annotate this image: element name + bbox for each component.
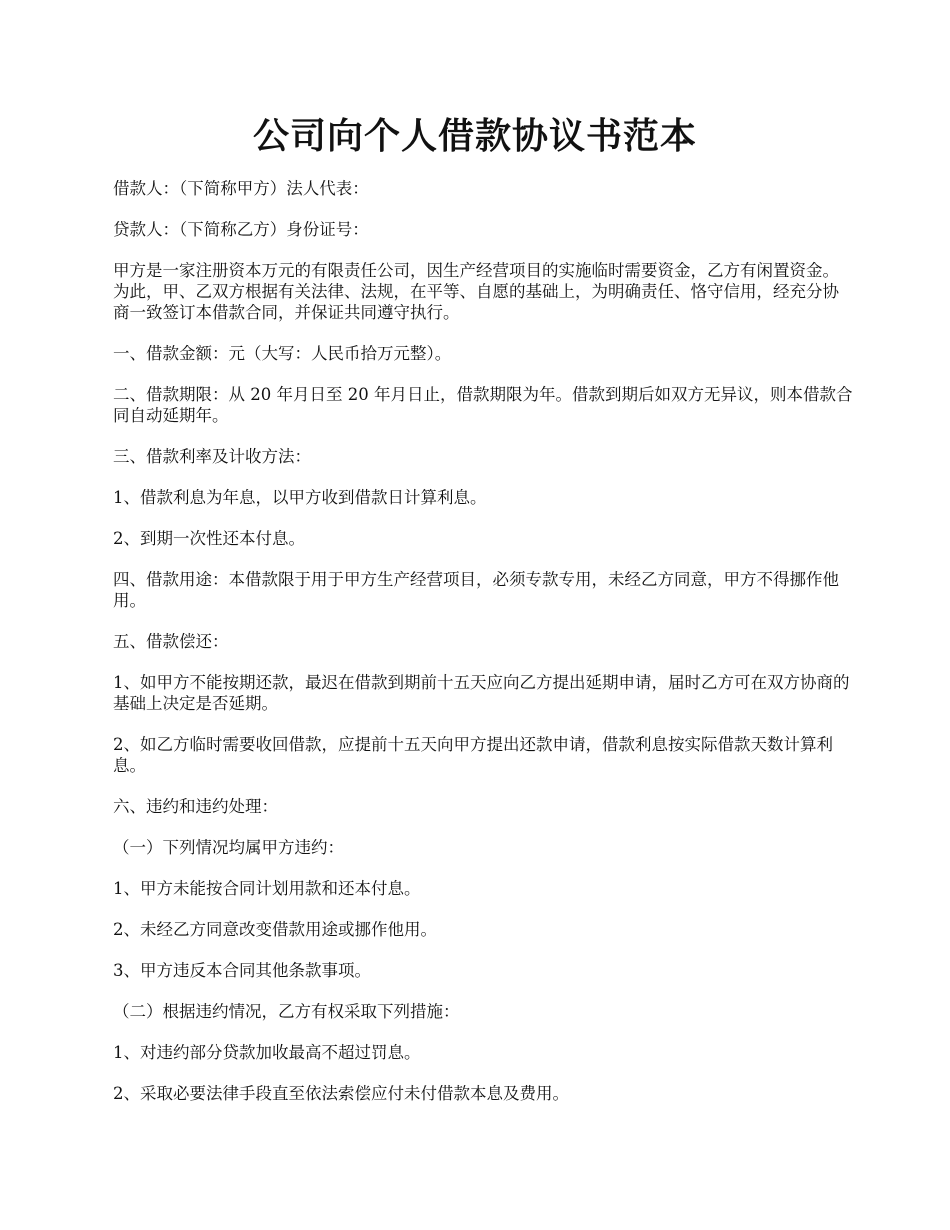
- paragraph-interest-item-2: 2、到期一次性还本付息。: [113, 529, 305, 548]
- paragraph-interest-heading: 三、借款利率及计收方法：: [113, 447, 311, 466]
- paragraph-repayment-heading: 五、借款偿还：: [113, 632, 229, 651]
- paragraph-loan-amount: 一、借款金额：元（大写：人民币拾万元整）。: [113, 344, 452, 363]
- paragraph-repayment-item-1: 1、如甲方不能按期还款，最迟在借款到期前十五天应向乙方提出延期申请，届时乙方可在双方协商的基础上决定是否延期。: [113, 673, 850, 713]
- paragraph-repayment-item-2: 2、如乙方临时需要收回借款，应提前十五天向甲方提出还款申请，借款利息按实际借款天数计算利息。: [113, 735, 833, 775]
- paragraph-breach-heading: 六、违约和违约处理：: [113, 797, 278, 816]
- paragraph-breach-item-2: 2、未经乙方同意改变借款用途或挪作他用。: [113, 920, 437, 939]
- paragraph-remedy-item-2: 2、采取必要法律手段直至依法索偿应付未付借款本息及费用。: [113, 1084, 569, 1103]
- document-title: 公司向个人借款协议书范本: [252, 115, 697, 157]
- paragraph-preamble: 甲方是一家注册资本万元的有限责任公司，因生产经营项目的实施临时需要资金，乙方有闲置资金。为此，甲、乙双方根据有关法律、法规，在平等、自愿的基础上，为明确责任、恪守信用，经充分协商一致签订本借款合同，并保证共同遵守执行。: [113, 261, 839, 322]
- paragraph-loan-purpose: 四、借款用途：本借款限于用于甲方生产经营项目，必须专款专用，未经乙方同意，甲方不得挪作他用。: [113, 570, 839, 610]
- paragraph-breach-subheading-2: （二）根据违约情况，乙方有权采取下列措施：: [113, 1002, 460, 1021]
- paragraph-interest-item-1: 1、借款利息为年息，以甲方收到借款日计算利息。: [113, 488, 487, 507]
- paragraph-breach-subheading-1: （一）下列情况均属甲方违约：: [113, 838, 344, 857]
- paragraph-remedy-item-1: 1、对违约部分贷款加收最高不超过罚息。: [113, 1043, 421, 1062]
- paragraph-borrower-individual: 贷款人：（下简称乙方）身份证号：: [113, 220, 369, 239]
- paragraph-breach-item-3: 3、甲方违反本合同其他条款事项。: [113, 961, 371, 980]
- paragraph-loan-term: 二、借款期限：从 20 年月日至 20 年月日止，借款期限为年。借款到期后如双方无异议，则本借款合同自动延期年。: [113, 385, 853, 425]
- paragraph-lender-company: 借款人：（下简称甲方）法人代表：: [113, 179, 369, 198]
- paragraph-breach-item-1: 1、甲方未能按合同计划用款和还本付息。: [113, 879, 421, 898]
- document-body: [113, 178, 855, 1124]
